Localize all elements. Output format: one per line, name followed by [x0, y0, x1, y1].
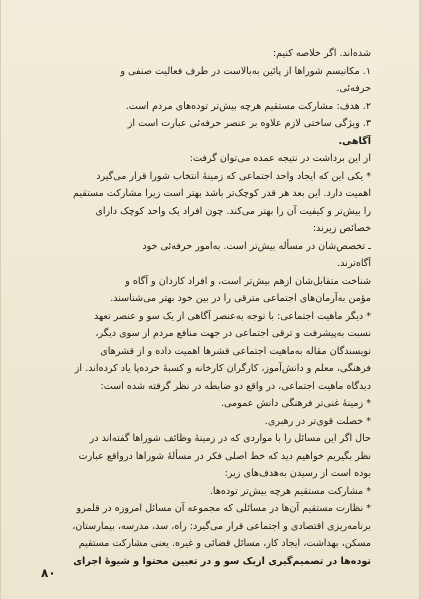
text-line: حال اگر این مسائل را با مواردی که در زمینهٔ وظائف شوراها گفته‌اند در	[89, 433, 371, 444]
text-line: * مشارکت مستقیم هرچه بیش‌تر توده‌ها.	[209, 485, 371, 497]
text-line: آگاهی.	[338, 135, 371, 147]
text-line: نظر بگیریم خواهیم دید که خط اصلی فکر در مسألهٔ شوراها درواقع عبارت	[78, 450, 371, 462]
text-line: اهمیت دارد. این بعد هر قدر کوچک‌تر باشد بهتر است زیرا مشارکت مستقیم	[73, 188, 371, 199]
text-line: ۱. مکانیسم شوراها از پائین به‌بالاست در طرف فعالیت صنفی و	[120, 65, 371, 77]
text-line: از این برداشت در نتیجه عمده می‌توان گرفت:	[189, 153, 371, 164]
text-line: شده‌اند. اگر خلاصه کنیم:	[272, 48, 371, 59]
text-line: ۲. هدف: مشارکت مستقیم هرچه بیش‌تر توده‌های مردم است.	[125, 100, 371, 112]
text-line: توده‌ها در تصمیم‌گیری ازیک سو و در تعیین محتوا و شیوهٔ اجرای	[73, 555, 371, 567]
text-line: برنامه‌ریزی اقتصادی و اجتماعی قرار می‌گیرد: راه، سد، مدرسه، بیمارستان،	[72, 520, 371, 532]
text-line: * یکی این که ایجاد واحد اجتماعی که زمینهٔ انتخاب شورا قرار می‌گیرد	[96, 170, 371, 182]
text-line: دیدگاه ماهیت اجتماعی، در واقع دو ضابطه در نظر گرفته شده است:	[100, 380, 371, 392]
text-line: نویسندگان مقاله به‌ماهیت اجتماعی قشرها اهمیت داده و از قشرهای	[100, 345, 371, 357]
text-line: فرهنگی، معلم و دانش‌آموز، کارگران کارخانه و کسبهٔ خرده‌پا یاد کرده‌اند. از	[74, 363, 371, 374]
text-line: * خصلت قوی‌تر در رهبری.	[264, 415, 371, 427]
text-line: مسکن، بهداشت، ایجاد کار، مسائل قضائی و غیره. یعنی مشارکت مستقیم	[78, 538, 371, 549]
text-line: بوده است از رسیدن به‌هدف‌های زیر:	[224, 468, 371, 479]
text-line: * زمینهٔ غنی‌تر فرهنگی دانش عمومی.	[220, 398, 371, 409]
text-line: * نظارت مستقیم آن‌ها در مسائلی که مجموعه آن مسائل امروزه در قلمرو	[76, 503, 371, 514]
text-line: خصائص زیرند:	[312, 223, 371, 234]
text-line: را بیش‌تر و کیفیت آن را بهتر می‌کند. چون افراد یک واحد کوچک دارای	[95, 205, 371, 217]
text-line: نسبت به‌پیشرفت و ترقی اجتماعی در جهت منافع مردم از سوی دیگر،	[95, 328, 371, 339]
text-line: مؤمن به‌آرمان‌های اجتماعی مترقی را در بین خود بهتر می‌شناسند.	[110, 293, 371, 304]
text-line: حرفه‌ئی.	[336, 83, 371, 94]
text-line: ـ تخصص‌شان در مسأله بیش‌تر است. به‌امور حرفه‌ئی خود	[142, 240, 371, 252]
text-line: شناخت متقابل‌شان ازهم بیش‌تر است، و افراد کاردان و آگاه و	[125, 275, 371, 287]
text-line: آگاه‌ترند.	[337, 258, 371, 269]
page-number: ۸۰	[41, 566, 56, 580]
text-line: * دیگر ماهیت اجتماعی: با توجه به‌عنصر آگاهی از یک سو و عنصر تعهد	[93, 310, 371, 322]
text-line: ۳. ویژگی ساختی لازم علاوه بر عنصر حرفه‌ئی عبارت است از	[127, 118, 371, 129]
body-text	[45, 45, 371, 570]
